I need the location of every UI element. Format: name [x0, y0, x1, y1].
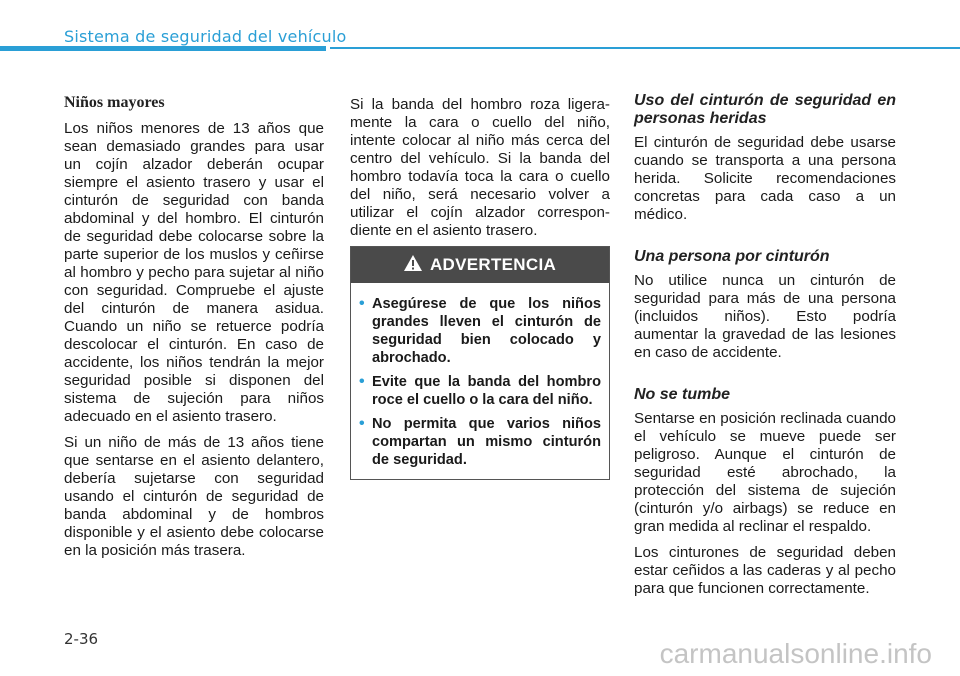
paragraph: Los niños menores de 13 años que sean demasiado grandes para usar un cojín alzador deberán ocupar siempre el asiento trasero y usar el cinturón de seguridad con banda abdominal y del hombro. El cinturón de seguridad debe colocarse sobre la parte superior de los muslos y ceñirse al hombro y pecho para sujetar al niño con seguridad. Compruebe el ajuste del cinturón de manera asidua. Cuando un niño se retuerce podría descolocar el cinturón. En caso de accidente, los niños tendrán la mejor seguridad posible si disponen del sistema de sujeción para niños adecuado en el asiento trasero. [64, 120, 324, 425]
paragraph: Si un niño de más de 13 años tiene que sentarse en el asiento delantero, debería sujetarse con seguridad usando el cinturón de seguridad de banda abdominal y de hombros disponible y el asiento debe colocarse en la posición más trasera. [64, 434, 324, 559]
warning-item [359, 295, 601, 367]
warning-item [359, 373, 601, 409]
header-bar [0, 46, 326, 51]
column-left [64, 92, 324, 568]
watermark: carmanualsonline.info [659, 638, 932, 669]
warning-header [351, 247, 609, 283]
section-title: Sistema de seguridad del vehículo [64, 27, 347, 46]
warning-triangle-icon [404, 255, 422, 276]
heading-older-children: Niños mayores [64, 94, 165, 111]
warning-item-text: Asegúrese de que los niños grandes lleven el cinturón de seguridad bien colocado y abrochado. [372, 296, 601, 366]
warning-box [350, 246, 610, 480]
heading-injured-persons: Uso del cinturón de seguridad en personas heridas [634, 92, 896, 127]
bullet-icon: • [359, 295, 365, 312]
warning-item-text: Evite que la banda del hombro roce el cuello o la cara del niño. [372, 374, 601, 408]
paragraph: No utilice nunca un cinturón de seguridad para más de una persona (incluidos niños). Esto podría aumentar la gravedad de las lesiones en caso de accidente. [634, 272, 896, 361]
bullet-icon: • [359, 373, 365, 390]
heading-do-not-recline: No se tumbe [634, 386, 731, 403]
warning-title: ADVERTENCIA [429, 255, 557, 274]
paragraph: Si la banda del hombro roza ligera-mente la cara o cuello del niño, intente colocar al niño más cerca del centro del vehículo. Si la banda del hombro todavía toca la cara o cuello del niño, será necesario volver a utilizar el cojín alzador correspon-diente en el asiento trasero. [350, 96, 610, 239]
heading-one-person-per-belt: Una persona por cinturón [634, 248, 830, 265]
header-rule [330, 47, 960, 49]
bullet-icon: • [359, 415, 365, 432]
paragraph: El cinturón de seguridad debe usarse cuando se transporta a una persona herida. Solicite recomendaciones concretas para cada caso a un médico. [634, 134, 896, 223]
column-middle [350, 96, 610, 248]
warning-item [359, 415, 601, 469]
page-number: 2-36 [64, 630, 99, 648]
paragraph: Sentarse en posición reclinada cuando el vehículo se mueve puede ser peligroso. Aunque el cinturón de seguridad esté abrochado, la protección del sistema de sujeción (cinturón y/o airbags) se reduce en gran medida al reclinar el respaldo. [634, 410, 896, 535]
warning-item-text: No permita que varios niños compartan un mismo cinturón de seguridad. [372, 416, 601, 468]
column-right [634, 92, 896, 606]
paragraph: Los cinturones de seguridad deben estar ceñidos a las caderas y al pecho para que funcionen correctamente. [634, 544, 896, 597]
